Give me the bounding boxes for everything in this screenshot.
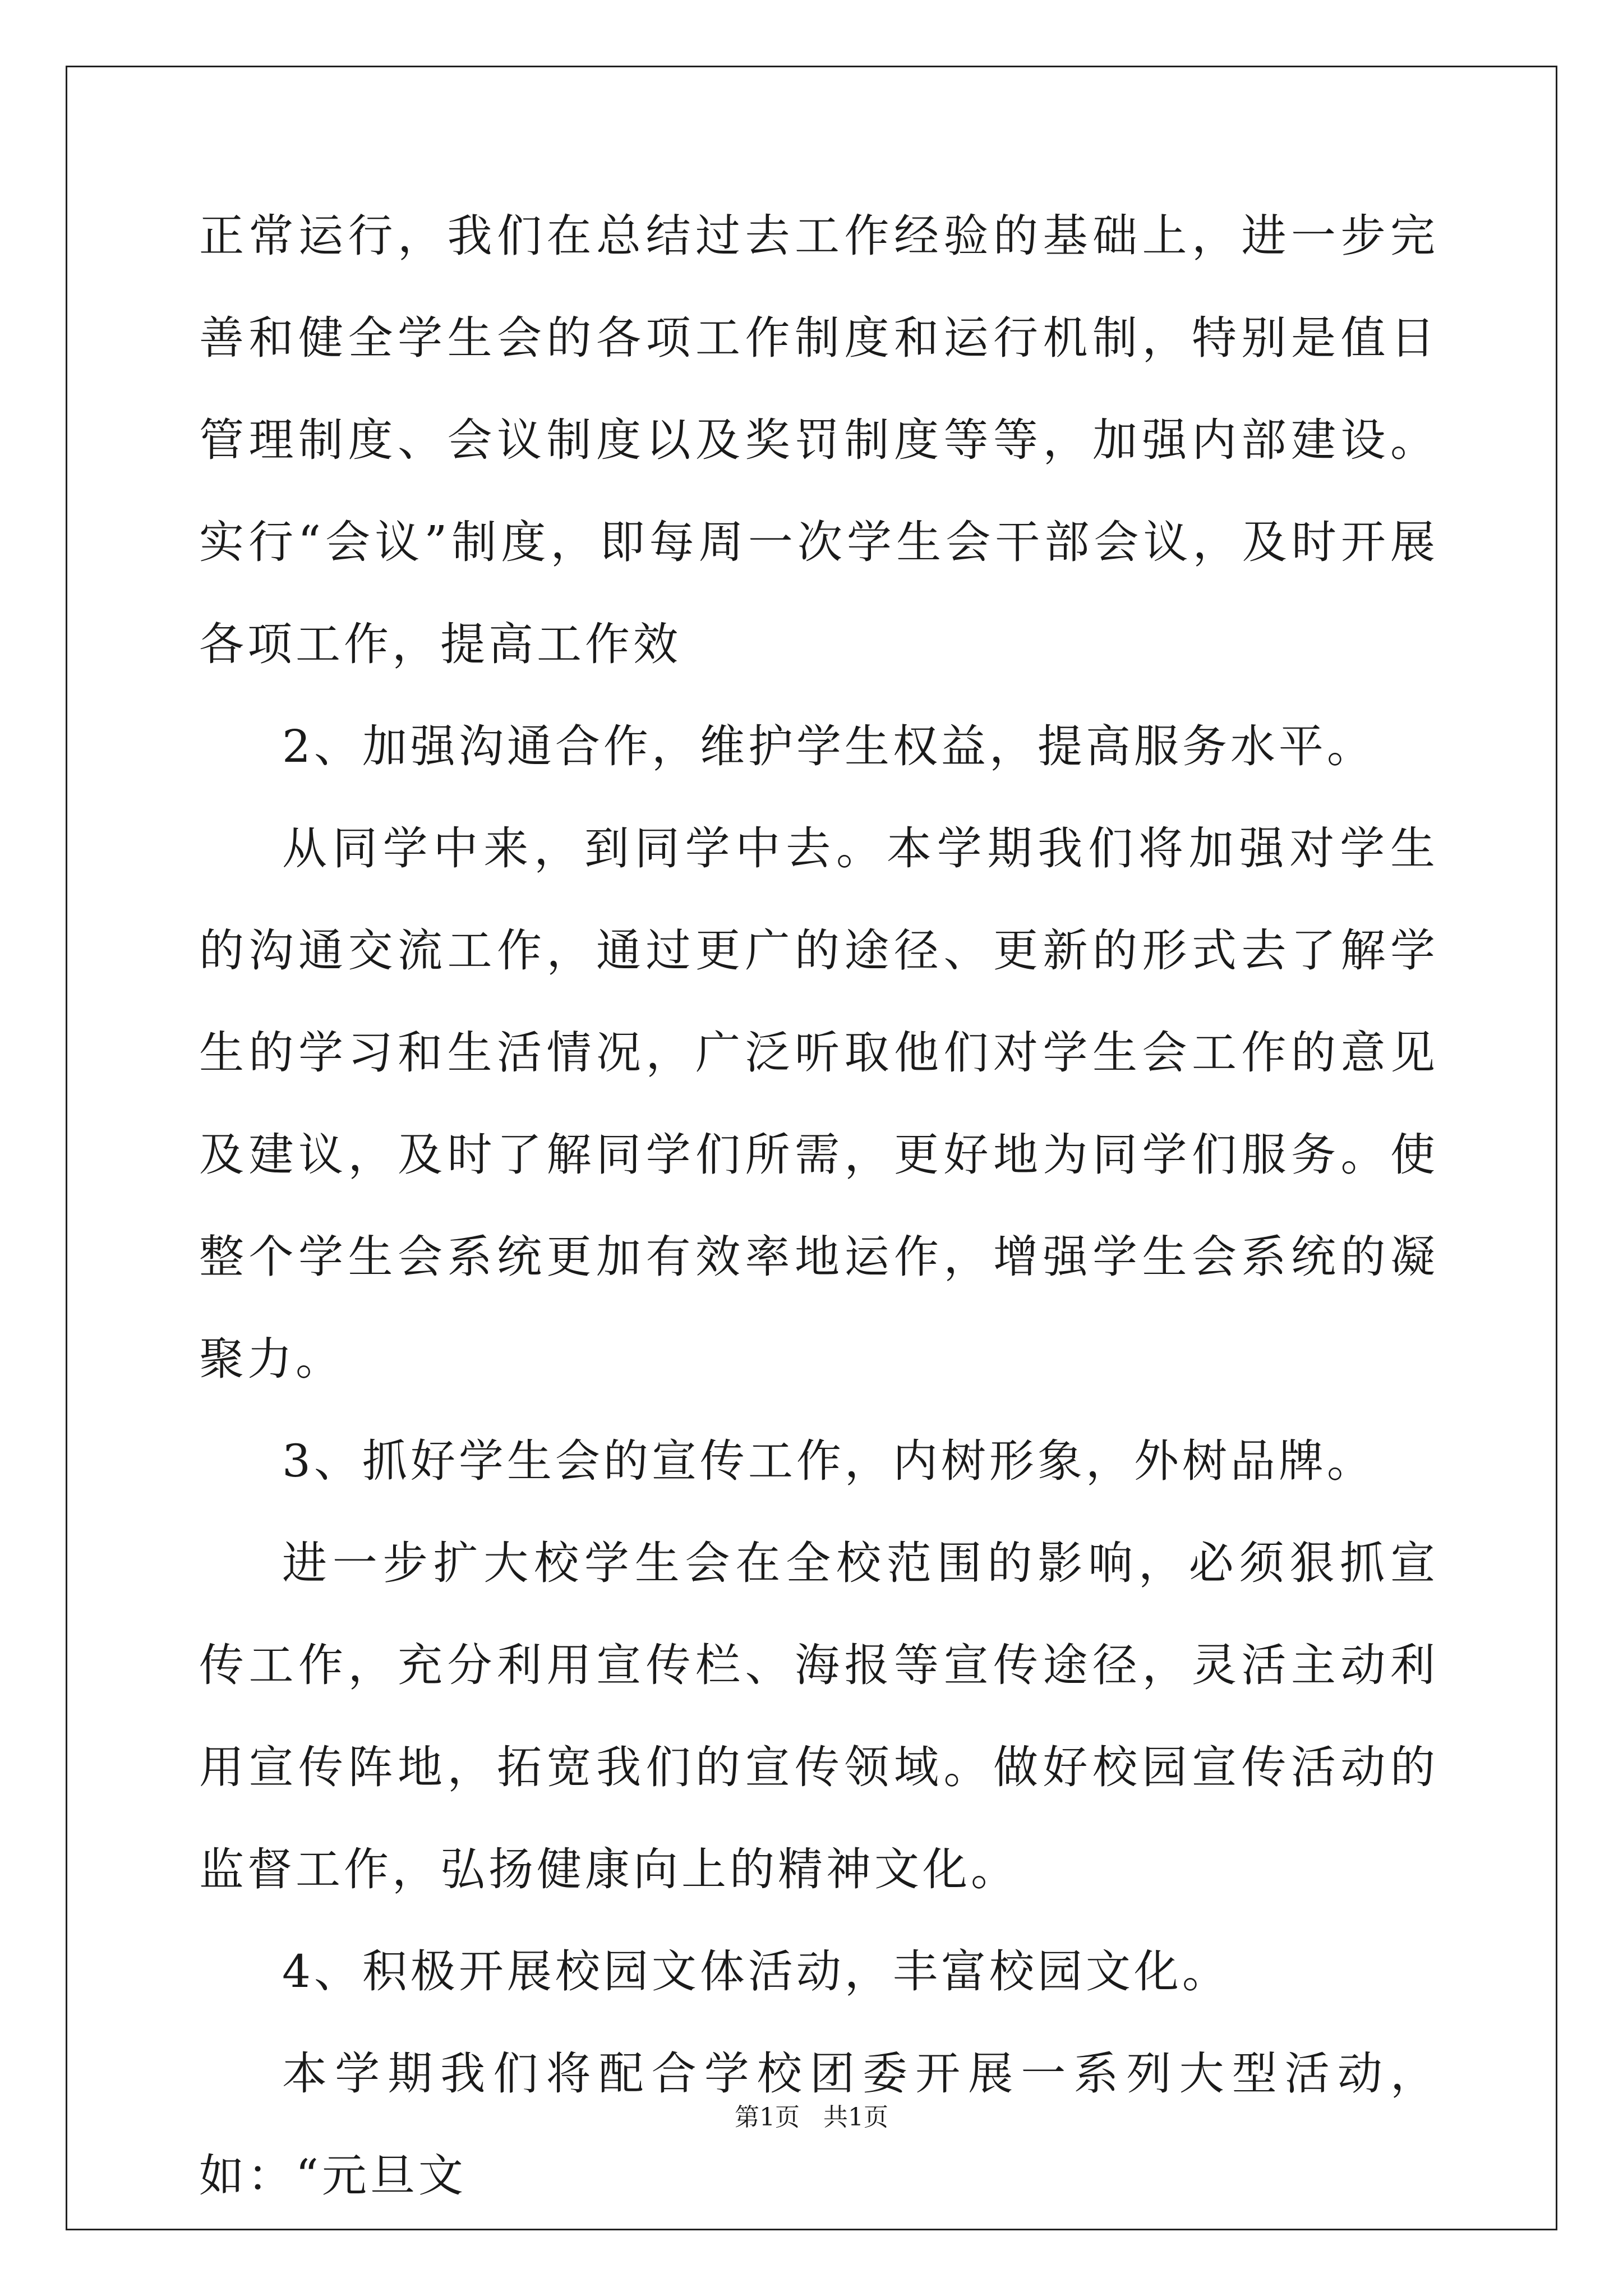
paragraph-4-heading: 3、抓好学生会的宣传工作，内树形象，外树品牌。 [282, 1435, 1375, 1487]
paragraph-5: 进一步扩大校学生会在全校范围的影响，必须狠抓宣传工作，充分利用宣传栏、海报等宣传途径，灵活主动利用宣传阵地，拓宽我们的宣传领域。做好校园宣传活动的监督工作，弘扬健康向上的精神文化。 [199, 1537, 1438, 1895]
page-footer: 第1页 共1页 [735, 2103, 888, 2132]
paragraph-1: 正常运行，我们在总结过去工作经验的基础上，进一步完善和健全学生会的各项工作制度和运行机制，特别是值日管理制度、会议制度以及奖罚制度等等，加强内部建设。实行“会议”制度，即每周一次学生会干部会议，及时开展各项工作，提高工作效 [199, 210, 1438, 670]
paragraph-7: 本学期我们将配合学校团委开展一系列大型活动，如：“元旦文 [199, 2047, 1438, 2202]
document-body [199, 185, 1438, 2227]
paragraph-2-heading: 2、加强沟通合作，维护学生权益，提高服务水平。 [282, 720, 1375, 772]
paragraph-3: 从同学中来，到同学中去。本学期我们将加强对学生的沟通交流工作，通过更广的途径、更新的形式去了解学生的学习和生活情况，广泛听取他们对学生会工作的意见及建议，及时了解同学们所需，更好地为同学们服务。使整个学生会系统更加有效率地运作，增强学生会系统的凝聚力。 [199, 822, 1438, 1385]
paragraph-6-heading: 4、积极开展校园文体活动，丰富校园文化。 [282, 1945, 1230, 1998]
